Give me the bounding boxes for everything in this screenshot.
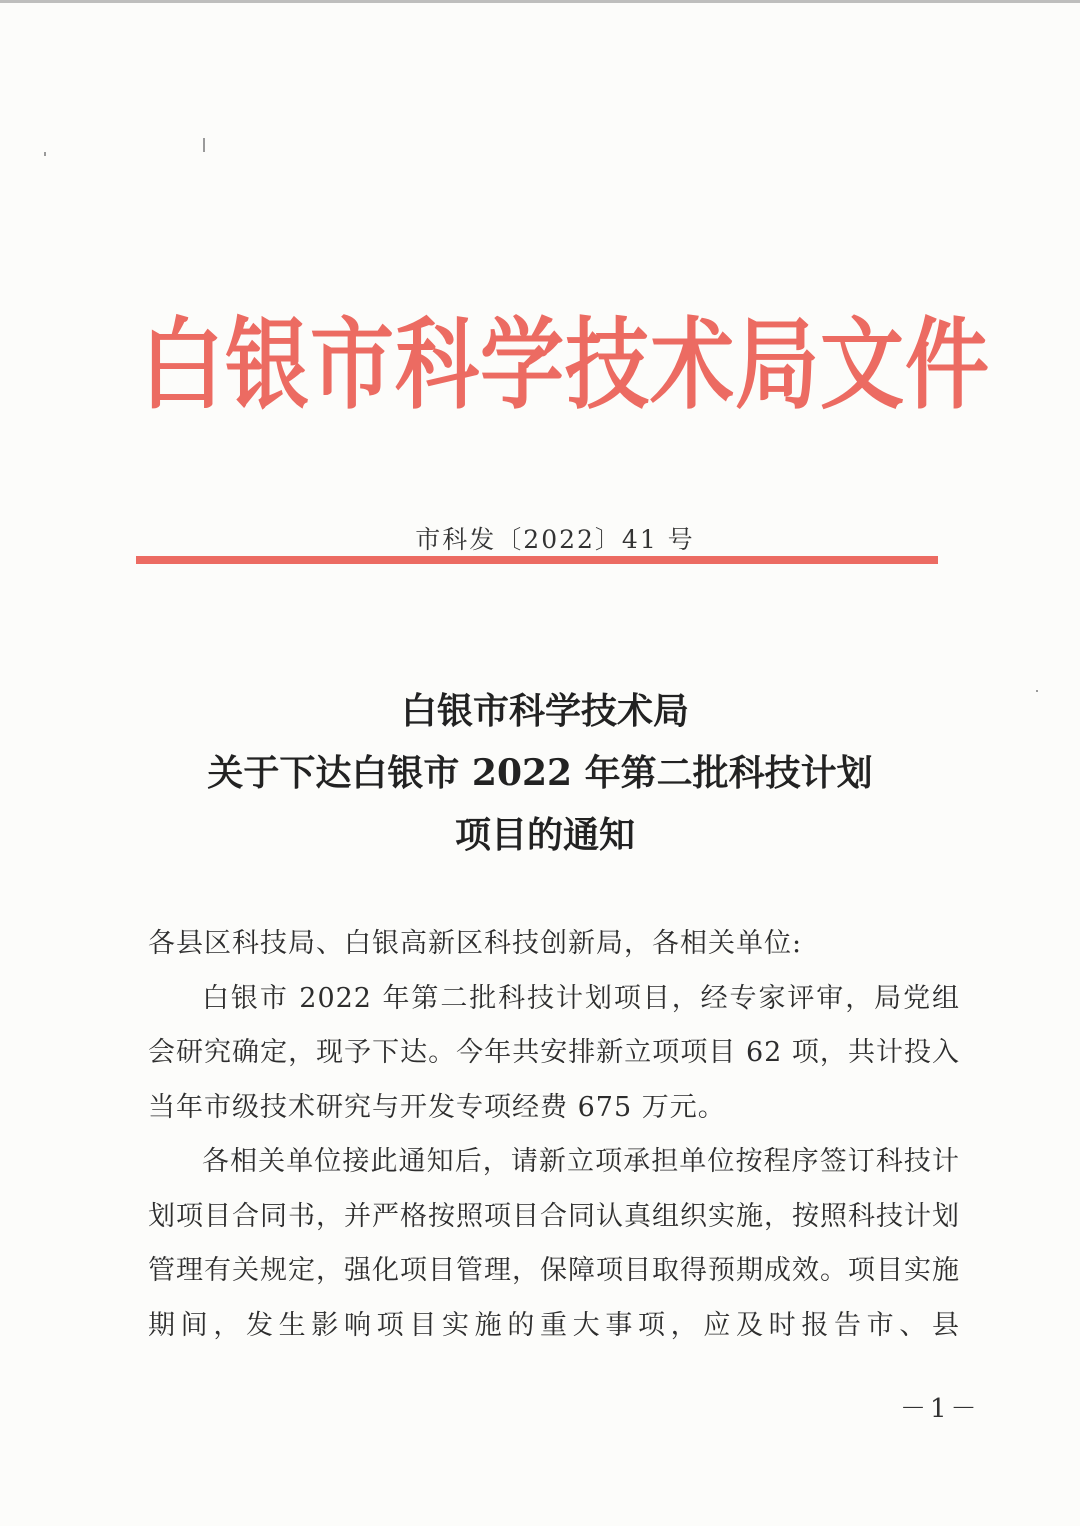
notice-title [0, 680, 1080, 866]
notice-title-line-1: 白银市科学技术局 [400, 690, 689, 732]
document-number: 市科发〔2022〕41 号 [415, 525, 695, 554]
notice-title-line-2: 关于下达白银市 2022 年第二批科技计划 [207, 752, 873, 794]
body-paragraph-2: 各相关单位接此通知后，请新立项承担单位按程序签订科技计划项目合同书，并严格按照项目合同认真组织实施，按照科技计划管理有关规定，强化项目管理，保障项目取得预期成效。项目实施期间，发生影响项目实施的重大事项，应及时报告市、县 [148, 1146, 960, 1341]
scan-speck [203, 138, 205, 152]
scan-top-edge [0, 0, 1080, 3]
letterhead-red-rule [136, 556, 938, 564]
notice-body [148, 917, 960, 1353]
letterhead-title: 白银市科学技术局文件 [140, 307, 991, 423]
notice-title-line-3: 项目的通知 [454, 814, 635, 856]
body-paragraph-1: 白银市 2022 年第二批科技计划项目，经专家评审，局党组会研究确定，现予下达。今年共安排新立项项目 62 项，共计投入当年市级技术研究与开发专项经费 675 万元。 [148, 982, 960, 1123]
scan-speck [44, 152, 46, 156]
page-number: －1－ [900, 1394, 981, 1424]
salutation: 各县区科技局、白银高新区科技创新局，各相关单位: [148, 928, 803, 959]
